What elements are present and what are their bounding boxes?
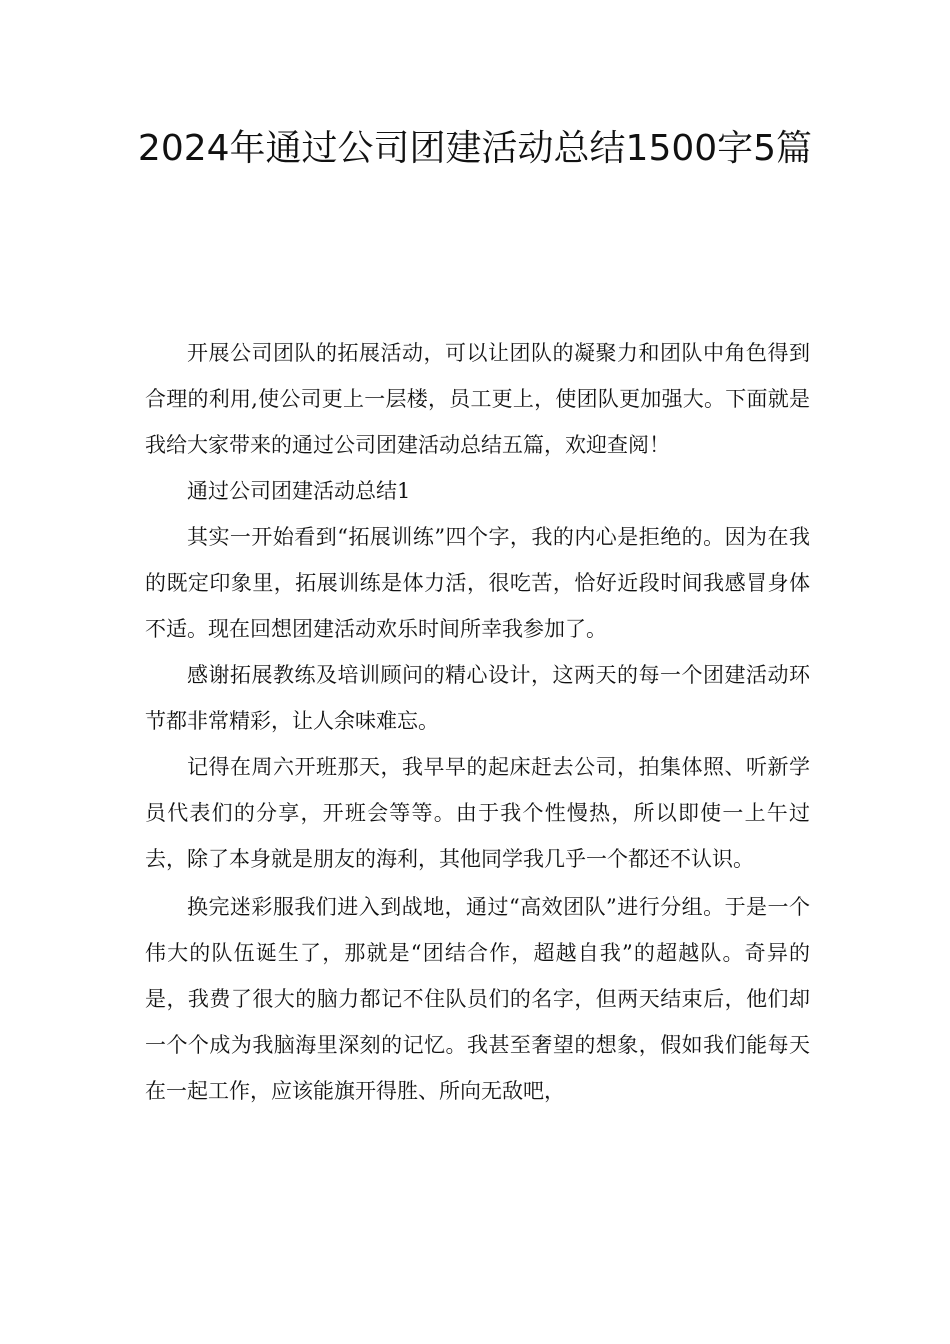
document-title: 2024年通过公司团建活动总结1500字5篇 — [137, 128, 813, 169]
paragraph: 感谢拓展教练及培训顾问的精心设计，这两天的每一个团建活动环节都非常精彩，让人余味难忘。 — [145, 663, 810, 733]
paragraph-intro: 开展公司团队的拓展活动，可以让团队的凝聚力和团队中角色得到合理的利用,使公司更上一层楼，员工更上，使团队更加强大。下面就是我给大家带来的通过公司团建活动总结五篇，欢迎查阅！ — [145, 341, 810, 457]
document-body — [145, 330, 810, 1114]
paragraph: 记得在周六开班那天，我早早的起床赶去公司，拍集体照、听新学员代表们的分享，开班会等等。由于我个性慢热，所以即使一上午过去，除了本身就是朋友的海利，其他同学我几乎一个都还不认识。 — [145, 755, 810, 871]
paragraph: 换完迷彩服我们进入到战地，通过“高效团队”进行分组。于是一个伟大的队伍诞生了，那就是“团结合作，超越自我”的超越队。奇异的是，我费了很大的脑力都记不住队员们的名字，但两天结束后，他们却一个个成为我脑海里深刻的记忆。我甚至奢望的想象，假如我们能每天在一起工作，应该能旗开得胜、所向无敌吧， — [145, 895, 810, 1103]
section-heading: 通过公司团建活动总结1 — [187, 479, 411, 503]
paragraph: 其实一开始看到“拓展训练”四个字，我的内心是拒绝的。因为在我的既定印象里，拓展训练是体力活，很吃苦，恰好近段时间我感冒身体不适。现在回想团建活动欢乐时间所幸我参加了。 — [145, 525, 810, 641]
